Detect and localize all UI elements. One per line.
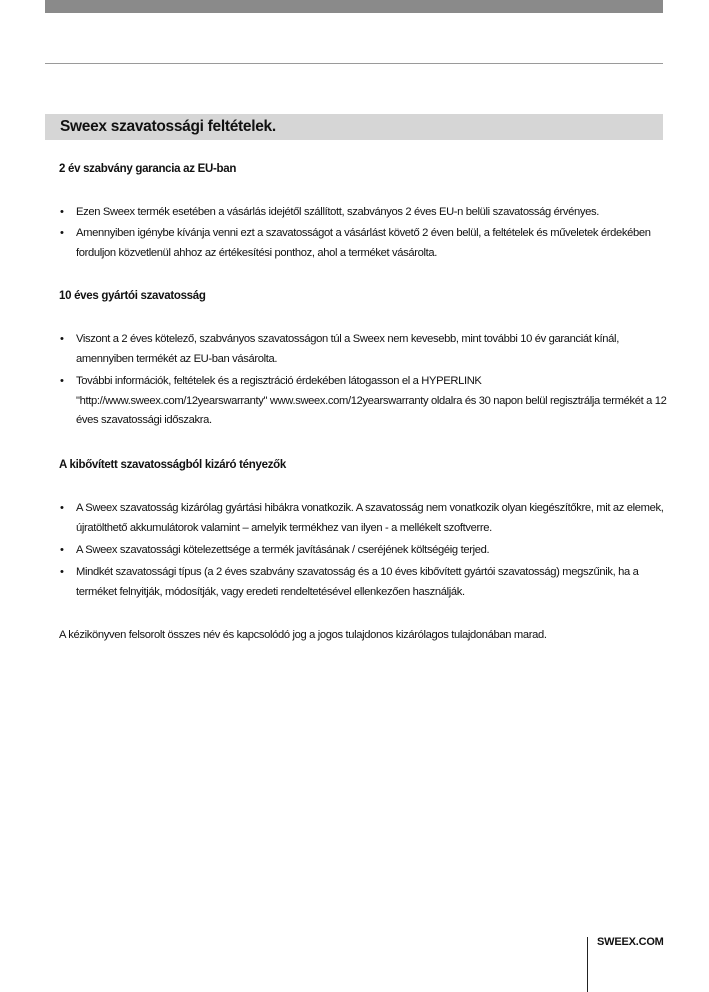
bullet-item: • A Sweex szavatossági kötelezettsége a termék javításának / cseréjének költségéig terjed. [59,541,667,561]
page-title: Sweex szavatossági feltételek. [60,118,276,135]
bullet-icon: • [60,333,64,345]
bullet-icon: • [60,375,64,387]
bullet-icon: • [60,206,64,218]
footer-website: SWEEX.COM [597,936,664,948]
bullet-item: • További információk, feltételek és a regisztráció érdekében látogasson el a HYPERLINK "http://www.sweex.com/12yearswarranty" www.sweex.com/12yearswarranty oldalra és 30 napon belül regisztrálja termékét a 12 éves szavatossági időszakra. [59,372,667,431]
footer-divider [587,937,588,992]
section-heading-eu-warranty: 2 év szabvány garancia az EU-ban [59,163,237,175]
closing-paragraph: A kézikönyven felsorolt összes név és kapcsolódó jog a jogos tulajdonos kizárólagos tulajdonában marad. [59,629,547,641]
bullet-icon: • [60,544,64,556]
section-heading-manufacturer-warranty: 10 éves gyártói szavatosság [59,290,206,302]
top-divider [45,63,663,64]
bullet-icon: • [60,566,64,578]
bullet-item: • Amennyiben igénybe kívánja venni ezt a szavatosságot a vásárlást követő 2 éven belül, a feltételek és műveletek érdekében forduljon közvetlenül ahhoz az értékesítési ponthoz, ahol a terméket vásárolta. [59,224,667,263]
bullet-item: • Mindkét szavatossági típus (a 2 éves szabvány szavatosság és a 10 éves kibővített gyártói szavatosság) megszűnik, ha a terméket felnyitják, módosítják, vagy eredeti rendeltetésével ellenkezően használják. [59,563,667,602]
section-heading-exclusions: A kibővített szavatosságból kizáró tényezők [59,459,286,471]
bullet-item: • Viszont a 2 éves kötelező, szabványos szavatosságon túl a Sweex nem kevesebb, mint további 10 év garanciát kínál, amennyiben termékét az EU-ban vásárolta. [59,330,667,369]
top-gray-bar [45,0,663,13]
section-title-band [45,114,663,140]
bullet-icon: • [60,502,64,514]
bullet-item: • Ezen Sweex termék esetében a vásárlás idejétől szállított, szabványos 2 éves EU-n belüli szavatosság érvényes. [59,203,667,223]
bullet-icon: • [60,227,64,239]
bullet-item: • A Sweex szavatosság kizárólag gyártási hibákra vonatkozik. A szavatosság nem vonatkozik olyan kiegészítőkre, mit az elemek, újratölthető akkumulátorok valamint – amelyik termékhez van ilyen - a mellékelt szoftverre. [59,499,667,538]
